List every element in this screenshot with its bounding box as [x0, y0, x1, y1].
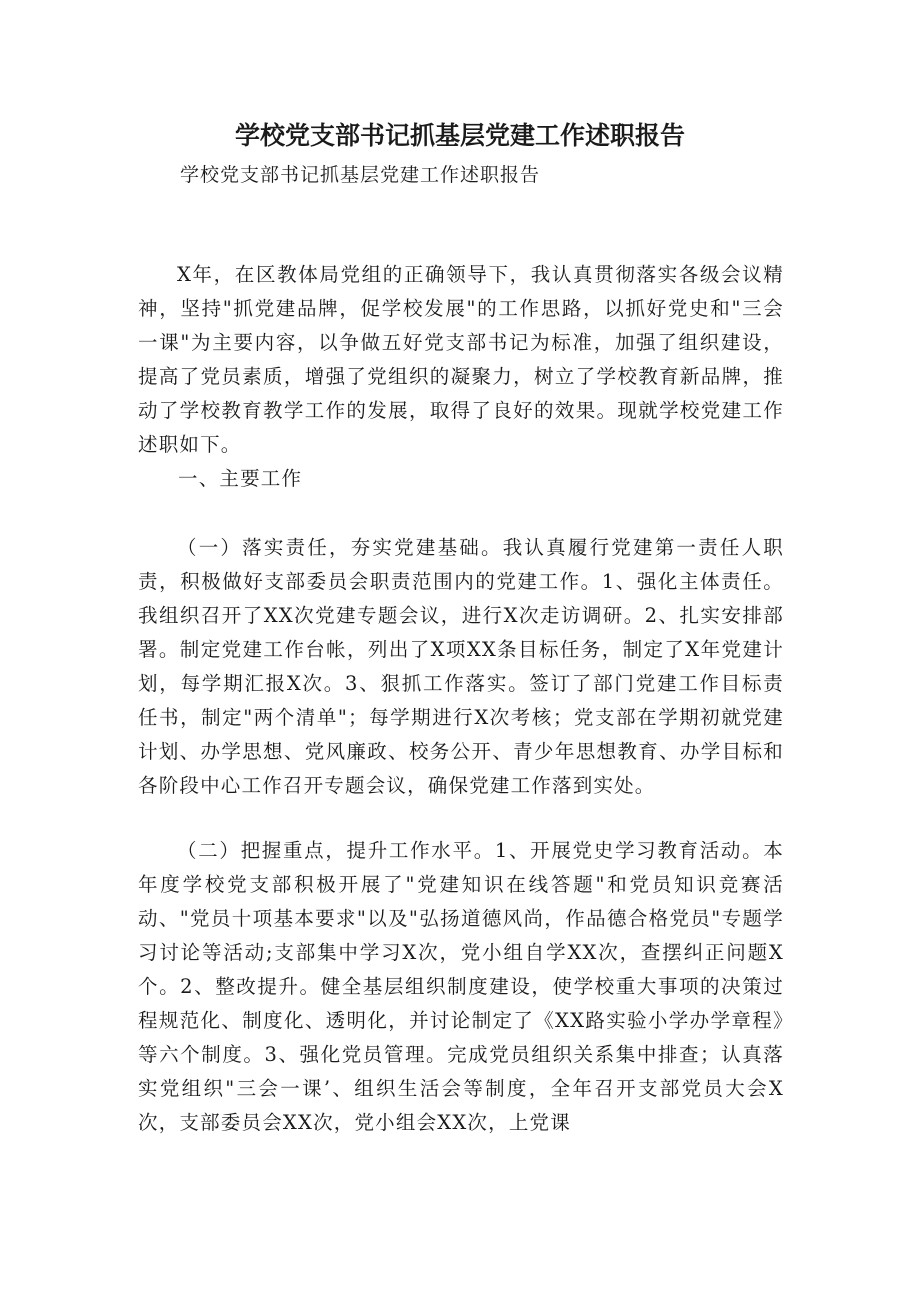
section-two-paragraph: （二）把握重点，提升工作水平。1、开展党史学习教育活动。本年度学校党支部积极开展了"党建知识在线答题"和党员知识竞赛活动、"党员十项基本要求"以及"弘扬道德风尚，作品德合格党员"专题学习讨论等活动;支部集中学习X次，党小组自学XX次，查摆纠正问题X个。2、整改提升。健全基层组织制度建设，使学校重大事项的决策过程规范化、制度化、透明化，并讨论制定了《XX路实验小学办学章程》等六个制度。3、强化党员管理。完成党员组织关系集中排查；认真落实党组织"三会一课’、组织生活会等制度，全年召开支部党员大会X次，支部委员会XX次，党小组会XX次，上党课 — [138, 839, 784, 1134]
intro-paragraph: X年，在区教体局党组的正确领导下，我认真贯彻落实各级会议精神，坚持"抓党建品牌，促学校发展"的工作思路，以抓好党史和"三会一课"为主要内容，以争做五好党支部书记为标准，加强了组织建设，提高了党员素质，增强了党组织的凝聚力，树立了学校教育新品牌，推动了学校教育教学工作的发展，取得了良好的效果。现就学校党建工作述职如下。 — [138, 263, 784, 456]
document-subtitle: 学校党支部书记抓基层党建工作述职报告 — [180, 164, 541, 186]
section-heading-main-work: 一、主要工作 — [178, 467, 303, 490]
document-title: 学校党支部书记抓基层党建工作述职报告 — [234, 121, 685, 150]
section-one-paragraph: （一）落实责任，夯实党建基础。我认真履行党建第一责任人职责，积极做好支部委员会职责范围内的党建工作。1、强化主体责任。我组织召开了XX次党建专题会议，进行X次走访调研。2、扎实安排部署。制定党建工作台帐，列出了X项XX条目标任务，制定了X年党建计划，每学期汇报X次。3、狠抓工作落实。签订了部门党建工作目标责任书，制定"两个清单"；每学期进行X次考核；党支部在学期初就党建计划、办学思想、党风廉政、校务公开、青少年思想教育、办学目标和各阶段中心工作召开专题会议，确保党建工作落到实处。 — [138, 536, 784, 797]
